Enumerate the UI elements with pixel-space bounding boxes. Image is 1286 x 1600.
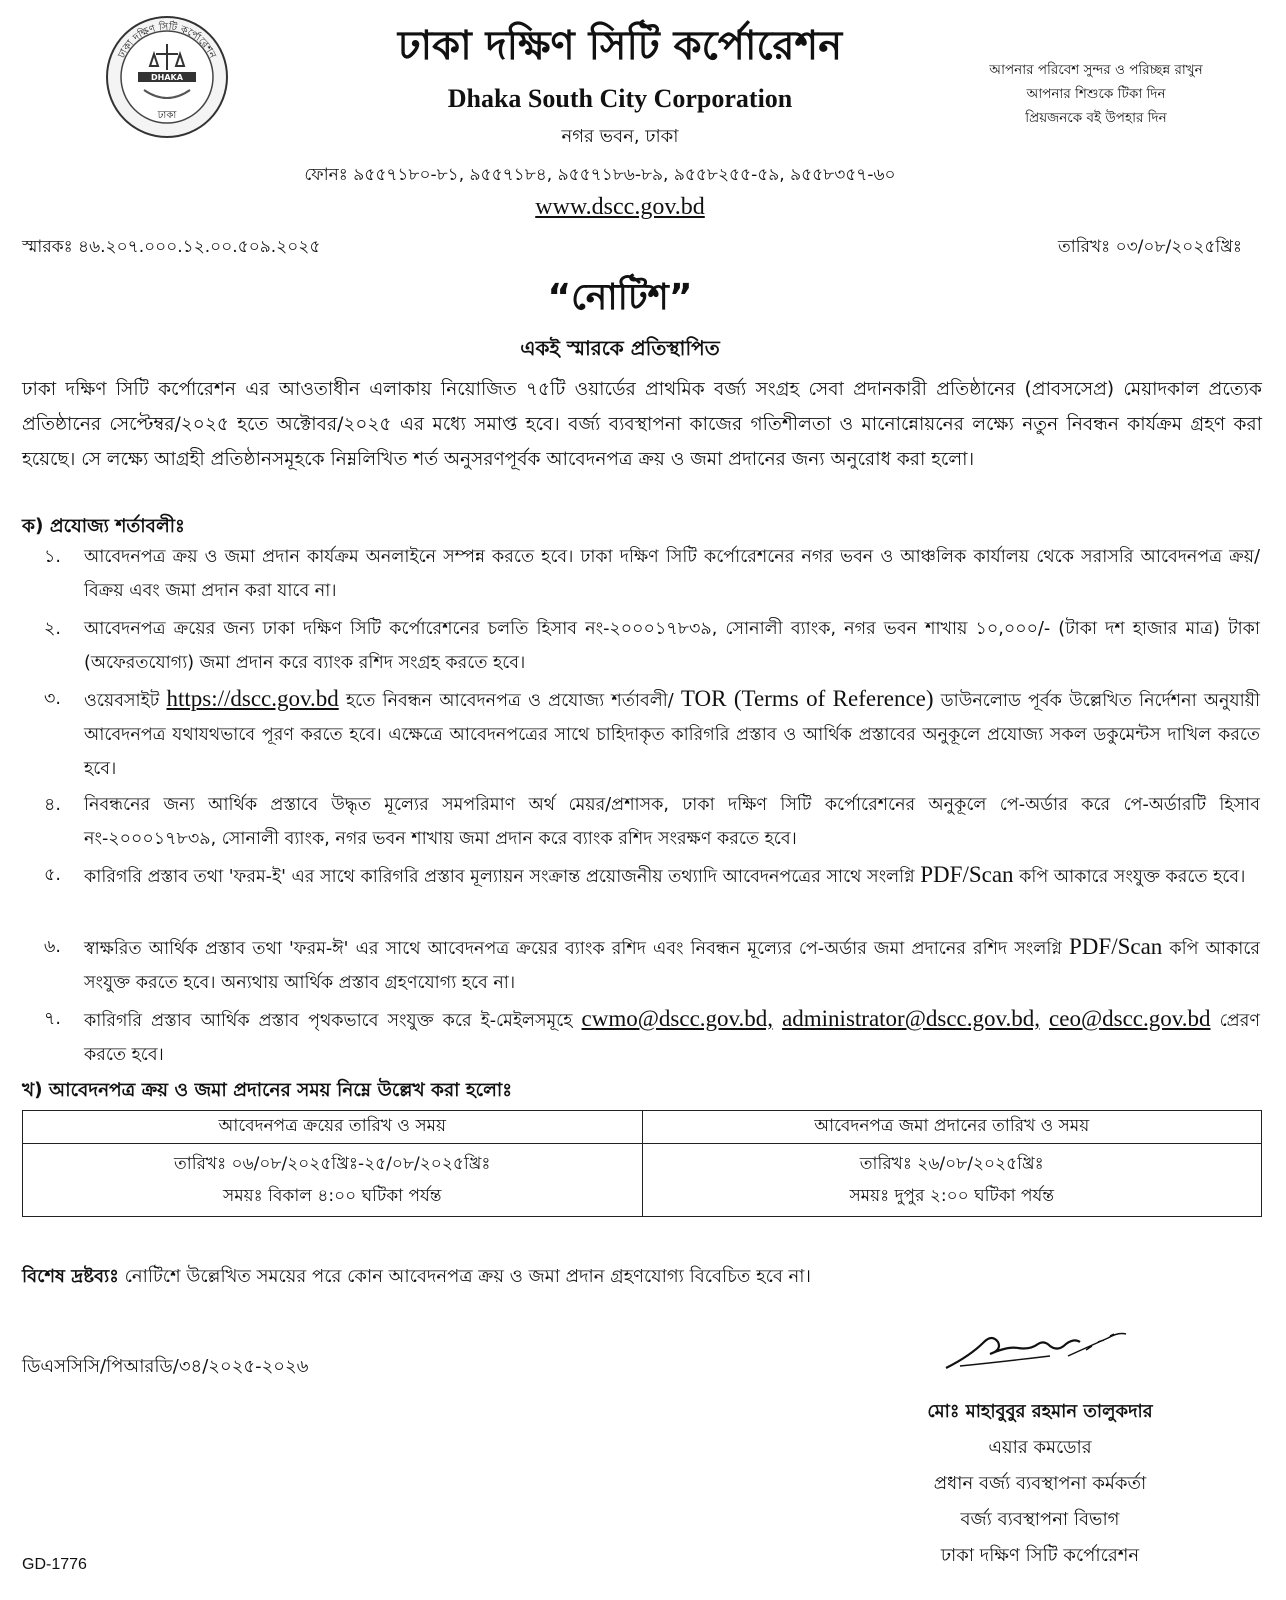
- condition-item: [44, 858, 1260, 894]
- item-number: ৫.: [44, 865, 61, 885]
- item-text: ডাউনলোড পূর্বক উল্লেখিত নির্দেশনা অনুযায়ী আবেদনপত্র যথাযথভাবে পূরণ করতে হবে। এক্ষেত্রে আবেদনপত্রের সাথে চাহিদাকৃত কারিগরি প্রস্তাব ও আর্থিক প্রস্তাবের অনুকূলে প্রযোজ্য সকল ডকুমেন্টস দাখিল করতে হবে।: [84, 691, 1260, 779]
- item-text-pre: ওয়েবসাইট: [84, 691, 160, 711]
- item-number: ২.: [44, 619, 61, 639]
- item-text-post: কপি আকারে সংযুক্ত করতে হবে। অন্যথায় আর্থিক প্রস্তাব গ্রহণযোগ্য হবে না।: [84, 939, 1260, 993]
- condition-item: [44, 612, 1260, 680]
- schedule-heading: খ) আবেদনপত্র ক্রয় ও জমা প্রদানের সময় নিম্নে উল্লেখ করা হলোঃ: [22, 1080, 513, 1101]
- table-row: [23, 1144, 1262, 1217]
- svg-text:ঢাকা: ঢাকা: [157, 110, 177, 121]
- purchase-date: তারিখঃ ০৬/০৮/২০২৫খ্রিঃ-২৫/০৮/২০২৫খ্রিঃ: [174, 1154, 491, 1174]
- slogan-3: প্রিয়জনকে বই উপহার দিন: [1025, 110, 1167, 126]
- submission-date: তারিখঃ ২৬/০৮/২০২৫খ্রিঃ: [859, 1154, 1044, 1174]
- notice-subtitle: একই স্মারকে প্রতিস্থাপিত: [520, 336, 720, 360]
- table-header-row: [23, 1111, 1262, 1144]
- svg-text:DHAKA: DHAKA: [151, 73, 183, 82]
- memo-number: স্মারকঃ ৪৬.২০৭.০০০.১২.০০.৫০৯.২০২৫: [22, 237, 321, 257]
- item-text: কারিগরি প্রস্তাব তথা 'ফরম-ই' এর সাথে কারিগরি প্রস্তাব মূল্যায়ন সংক্রান্ত প্রয়োজনীয় তথ্যাদি আবেদনপত্রের সাথে সংলগ্নি: [84, 867, 915, 887]
- condition-item: [44, 540, 1260, 608]
- item-text: কারিগরি প্রস্তাব আর্থিক প্রস্তাব পৃথকভাবে সংযুক্ত করে ই-মেইলসমূহে: [84, 1011, 573, 1031]
- officer-department: বর্জ্য ব্যবস্থাপনা বিভাগ: [960, 1509, 1120, 1530]
- item-number: ১.: [44, 547, 61, 567]
- purchase-cell: [23, 1144, 643, 1217]
- schedule-table: [22, 1110, 1262, 1217]
- special-note-label: বিশেষ দ্রষ্টব্যঃ: [22, 1266, 119, 1287]
- condition-item: [44, 788, 1260, 856]
- item-text: আবেদনপত্র ক্রয়ের জন্য ঢাকা দক্ষিণ সিটি কর্পোরেশনের চলতি হিসাব নং-২০০০১৭৮৩৯, সোনালী ব্যাংক, নগর ভবন শাখায় ১০,০০০/- (টাকা দশ হাজার মাত্র) টাকা (অফেরতযোগ্য) জমা প্রদান করে ব্যাংক রশিদ সংগ্রহ করতে হবে।: [84, 619, 1260, 673]
- slogan-2: আপনার শিশুকে টিকা দিন: [1026, 86, 1166, 102]
- org-title-bangla: ঢাকা দক্ষিণ সিটি কর্পোরেশন: [397, 23, 843, 69]
- reference-number: ডিএসসিসি/পিআরডি/৩৪/২০২৫-২০২৬: [22, 1356, 309, 1377]
- conditions-heading: ক) প্রযোজ্য শর্তাবলীঃ: [22, 516, 185, 537]
- tor-label: TOR (Terms of Reference): [680, 686, 934, 711]
- officer-title: প্রধান বর্জ্য ব্যবস্থাপনা কর্মকর্তা: [933, 1473, 1147, 1494]
- item-text: নিবন্ধনের জন্য আর্থিক প্রস্তাবে উদ্ধৃত মূল্যের সমপরিমাণ অর্থ মেয়র/প্রশাসক, ঢাকা দক্ষিণ সিটি কর্পোরেশনের অনুকূলে পে-অর্ডার করে পে-অর্ডারটি হিসাব নং-২০০০১৭৮৩৯, সোনালী ব্যাংক, নগর ভবন শাখায় জমা প্রদান করে ব্যাংক রশিদ সংরক্ষণ করতে হবে।: [84, 795, 1260, 849]
- officer-rank: এয়ার কমডোর: [988, 1437, 1092, 1458]
- item-number: ৩.: [44, 689, 61, 709]
- item-text-post: প্রেরণ করতে হবে।: [84, 1011, 1260, 1065]
- condition-item: [44, 682, 1260, 786]
- item-number: ৭.: [44, 1009, 61, 1029]
- notice-intro: ঢাকা দক্ষিণ সিটি কর্পোরেশন এর আওতাধীন এলাকায় নিয়োজিত ৭৫টি ওয়ার্ডের প্রাথমিক বর্জ্য সংগ্রহ সেবা প্রদানকারী প্রতিষ্ঠানের (প্রাবসসেপ্র) মেয়াদকাল প্রত্যেক প্রতিষ্ঠানের সেপ্টেম্বর/২০২৫ হতে অক্টোবর/২০২৫ এর মধ্যে সমাপ্ত হবে। বর্জ্য ব্যবস্থাপনা কাজের গতিশীলতা ও মানোন্নোয়নের লক্ষ্যে নতুন নিবন্ধন কার্যক্রম গ্রহণ করা হয়েছে। সে লক্ষ্যে আগ্রহী প্রতিষ্ঠানসমূহকে নিম্নলিখিত শর্ত অনুসরণপূর্বক আবেদনপত্র ক্রয় ও জমা প্রদানের জন্য অনুরোধ করা হলো।: [22, 379, 1262, 470]
- phone-numbers: ফোনঃ ৯৫৫৭১৮০-৮১, ৯৫৫৭১৮৪, ৯৫৫৭১৮৬-৮৯, ৯৫৫৮২৫৫-৫৯, ৯৫৫৮৩৫৭-৬০: [304, 165, 896, 185]
- item-text-mid: হতে নিবন্ধন আবেদনপত্র ও প্রযোজ্য শর্তাবলী/: [345, 691, 674, 711]
- submission-header: আবেদনপত্র জমা প্রদানের তারিখ ও সময়: [642, 1111, 1262, 1144]
- condition-item: [44, 1002, 1260, 1072]
- item-number: ৪.: [44, 795, 61, 815]
- special-note-text: নোটিশে উল্লেখিত সময়ের পরে কোন আবেদনপত্র ক্রয় ও জমা প্রদান গ্রহণযোগ্য বিবেচিত হবে না।: [124, 1266, 811, 1287]
- svg-text:ঢাকা দক্ষিণ সিটি কর্পোরেশন: ঢাকা দক্ষিণ সিটি কর্পোরেশন: [116, 21, 218, 61]
- pdf-scan-label: PDF/Scan: [1069, 934, 1163, 959]
- org-title-english: Dhaka South City Corporation: [447, 84, 793, 113]
- submission-time: সময়ঃ দুপুর ২:০০ ঘটিকা পর্যন্ত: [849, 1186, 1055, 1206]
- signature-image: [940, 1316, 1140, 1380]
- special-note: [22, 1262, 811, 1293]
- slogans: [946, 58, 1246, 130]
- dscc-logo: [104, 14, 230, 140]
- gd-number: GD-1776: [22, 1556, 87, 1573]
- officer-organization: ঢাকা দক্ষিণ সিটি কর্পোরেশন: [940, 1545, 1140, 1566]
- item-number: ৬.: [44, 937, 61, 957]
- item-text: আবেদনপত্র ক্রয় ও জমা প্রদান কার্যক্রম অনলাইনে সম্পন্ন করতে হবে। ঢাকা দক্ষিণ সিটি কর্পোরেশনের নগর ভবন ও আঞ্চলিক কার্যালয় থেকে সরাসরি আবেদনপত্র ক্রয়/বিক্রয় এবং জমা প্রদান করা যাবে না।: [84, 547, 1260, 601]
- notice-date: তারিখঃ ০৩/০৮/২০২৫খ্রিঃ: [1058, 237, 1242, 257]
- email-ceo[interactable]: ceo@dscc.gov.bd: [1049, 1006, 1211, 1031]
- website-link[interactable]: www.dscc.gov.bd: [535, 194, 705, 220]
- item-text-post: কপি আকারে সংযুক্ত করতে হবে।: [1019, 867, 1246, 887]
- submission-cell: [642, 1144, 1262, 1217]
- pdf-scan-label: PDF/Scan: [920, 862, 1014, 887]
- tor-download-link[interactable]: https://dscc.gov.bd: [166, 686, 339, 711]
- slogan-1: আপনার পরিবেশ সুন্দর ও পরিচ্ছন্ন রাখুন: [989, 62, 1203, 78]
- signatory-block: [830, 1394, 1250, 1574]
- officer-name: মোঃ মাহাবুবুর রহমান তালুকদার: [927, 1401, 1153, 1422]
- condition-item: [44, 930, 1260, 1000]
- purchase-time: সময়ঃ বিকাল ৪:০০ ঘটিকা পর্যন্ত: [222, 1186, 442, 1206]
- notice-title: “নোটিশ”: [547, 277, 693, 318]
- email-cwmo[interactable]: cwmo@dscc.gov.bd,: [581, 1006, 774, 1031]
- item-text: স্বাক্ষরিত আর্থিক প্রস্তাব তথা 'ফরম-ঈ' এর সাথে আবেদনপত্র ক্রয়ের ব্যাংক রশিদ এবং নিবন্ধন মূল্যের পে-অর্ডার জমা প্রদানের রশিদ সংলগ্নি: [84, 939, 1062, 959]
- email-administrator[interactable]: administrator@dscc.gov.bd,: [782, 1006, 1041, 1031]
- org-address: নগর ভবন, ঢাকা: [561, 126, 679, 147]
- purchase-header: আবেদনপত্র ক্রয়ের তারিখ ও সময়: [23, 1111, 643, 1144]
